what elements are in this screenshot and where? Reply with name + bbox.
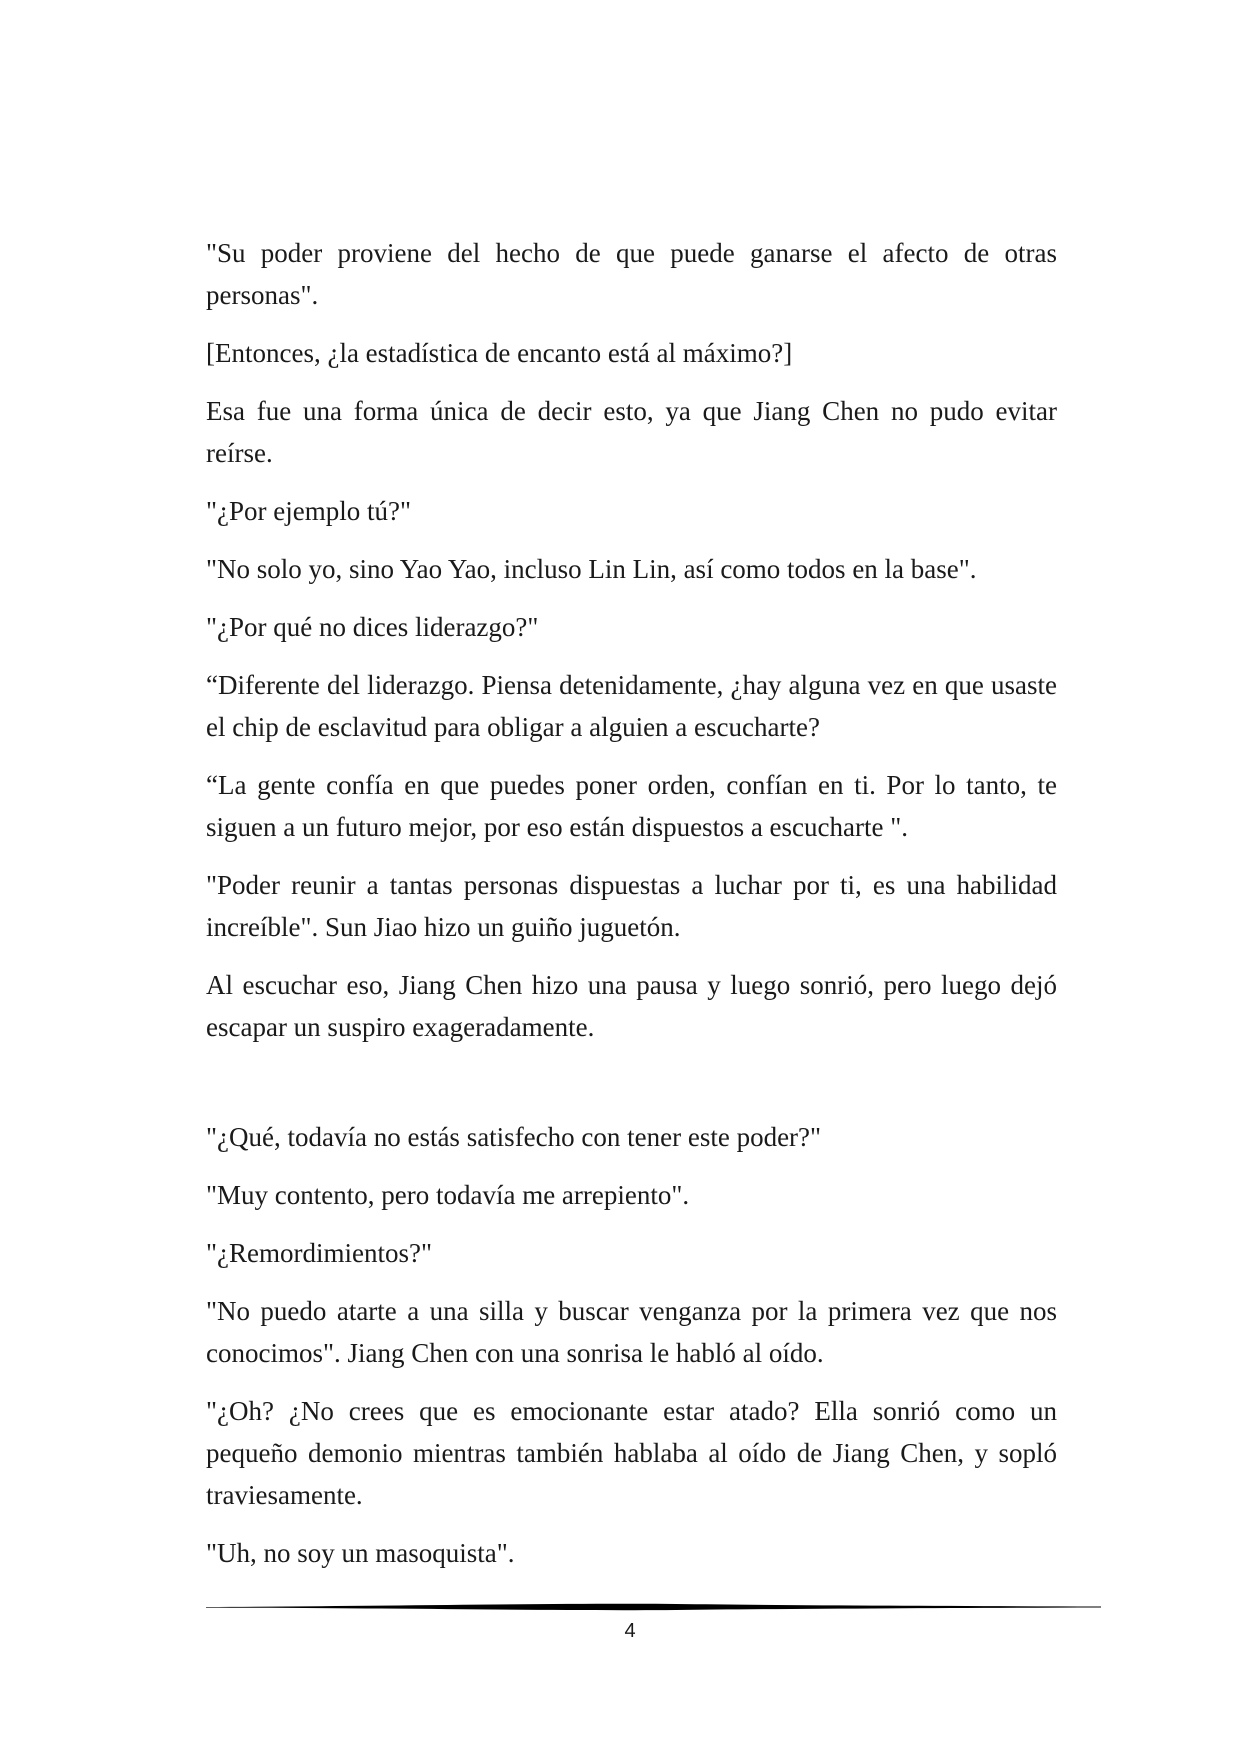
paragraph: “Diferente del liderazgo. Piensa detenidamente, ¿hay alguna vez en que usaste el chip de esclavitud para obligar a alguien a escucharte? bbox=[206, 670, 1057, 742]
paragraph: "No puedo atarte a una silla y buscar venganza por la primera vez que nos conocimos". Jiang Chen con una sonrisa le habló al oído. bbox=[206, 1296, 1057, 1368]
body-section-1 bbox=[206, 232, 1057, 1064]
paragraph: "¿Por qué no dices liderazgo?" bbox=[206, 612, 539, 642]
paragraph: "Su poder proviene del hecho de que puede ganarse el afecto de otras personas". bbox=[206, 238, 1057, 310]
paragraph: Esa fue una forma única de decir esto, ya que Jiang Chen no pudo evitar reírse. bbox=[206, 396, 1057, 468]
paragraph: “La gente confía en que puedes poner orden, confían en ti. Por lo tanto, te siguen a un futuro mejor, por eso están dispuestos a escucharte ". bbox=[206, 770, 1057, 842]
paragraph: "¿Qué, todavía no estás satisfecho con tener este poder?" bbox=[206, 1122, 822, 1152]
paragraph: "Uh, no soy un masoquista". bbox=[206, 1538, 515, 1568]
paragraph: Al escuchar eso, Jiang Chen hizo una pausa y luego sonrió, pero luego dejó escapar un suspiro exageradamente. bbox=[206, 970, 1057, 1042]
paragraph: "¿Oh? ¿No crees que es emocionante estar atado? Ella sonrió como un pequeño demonio mientras también hablaba al oído de Jiang Chen, y sopló traviesamente. bbox=[206, 1396, 1057, 1510]
paragraph: "¿Remordimientos?" bbox=[206, 1238, 432, 1268]
paragraph: [Entonces, ¿la estadística de encanto está al máximo?] bbox=[206, 338, 793, 368]
page-number: 4 bbox=[624, 1620, 636, 1642]
paragraph: "¿Por ejemplo tú?" bbox=[206, 496, 411, 526]
footer-divider bbox=[206, 1600, 1101, 1614]
paragraph: "No solo yo, sino Yao Yao, incluso Lin Lin, así como todos en la base". bbox=[206, 554, 977, 584]
body-section-2 bbox=[206, 1116, 1057, 1590]
paragraph: "Poder reunir a tantas personas dispuestas a luchar por ti, es una habilidad increíble". Sun Jiao hizo un guiño juguetón. bbox=[206, 870, 1057, 942]
paragraph: "Muy contento, pero todavía me arrepiento". bbox=[206, 1180, 690, 1210]
